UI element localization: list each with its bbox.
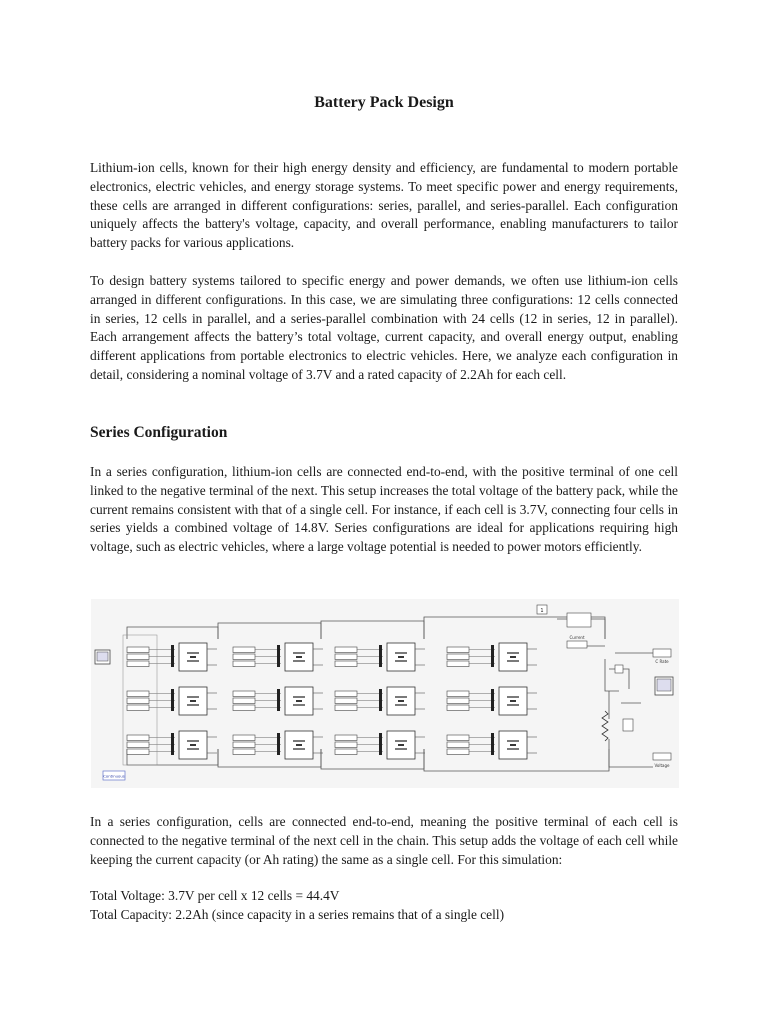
intro-paragraph-1: Lithium-ion cells, known for their high energy density and efficiency, are fundamental to modern portable electronics, electric vehicles, and energy storage systems. To meet specific power and energy requirements, these cells are arranged in different configurations: series, parallel, and series-parallel. Each configuration uniquely affects the battery's voltage, capacity, and overall performance, enabling manufacturers to tailor battery packs for various applications. bbox=[90, 160, 678, 251]
svg-text:1: 1 bbox=[540, 608, 544, 614]
page-title: Battery Pack Design bbox=[314, 94, 454, 111]
svg-text:Continuous: Continuous bbox=[103, 773, 125, 779]
series-paragraph-2: In a series configuration, cells are connected end-to-end, meaning the positive terminal of each cell is connected to the negative terminal of the next cell in the chain. This setup adds the voltage of each cell while keeping the current capacity (or Ah rating) the same as a single cell. For this simulation: bbox=[90, 814, 678, 867]
battery-cell-block bbox=[335, 731, 425, 759]
battery-cell-block bbox=[233, 731, 323, 759]
c-rate-display bbox=[653, 649, 671, 657]
current-sensor-block bbox=[567, 641, 587, 648]
series-paragraph-1: In a series configuration, lithium-ion cells are connected end-to-end, with the positive terminal of one cell linked to the negative terminal of the next. This setup increases the total voltage of the battery pack, while the current remains consistent with that of a single cell. For instance, if each cell is 3.7V, connecting four cells in series yields a combined voltage of 14.8V. Series configurations are ideal for applications requiring high voltage, such as electric vehicles, where a large voltage potential is needed to power motors efficiently. bbox=[90, 464, 678, 555]
section-heading-series: Series Configuration bbox=[90, 424, 228, 441]
battery-cell-block bbox=[127, 687, 217, 715]
battery-cell-block bbox=[335, 687, 425, 715]
svg-text:Voltage: Voltage bbox=[654, 763, 670, 768]
svg-text:C Rate: C Rate bbox=[655, 659, 669, 664]
battery-cell-block bbox=[233, 643, 323, 671]
battery-cell-block bbox=[335, 643, 425, 671]
voltage-display bbox=[653, 753, 671, 760]
battery-cell-block bbox=[447, 731, 537, 759]
battery-cell-block bbox=[127, 731, 217, 759]
svg-text:Current: Current bbox=[569, 635, 585, 640]
battery-cell-block bbox=[127, 643, 217, 671]
load-resistor bbox=[602, 711, 608, 741]
simulink-circuit-svg bbox=[91, 599, 679, 788]
battery-cell-block bbox=[447, 643, 537, 671]
battery-cell-block bbox=[233, 687, 323, 715]
simulink-diagram bbox=[91, 599, 679, 788]
controlled-source-block bbox=[567, 613, 591, 627]
battery-cell-block bbox=[447, 687, 537, 715]
intro-paragraph-2: To design battery systems tailored to specific energy and power demands, we often use lithium-ion cells arranged in different configurations. In this case, we are simulating three configurations: 12 cells connected in series, 12 cells in parallel, and a series-parallel combination with 24 cells (12 in series, 12 in parallel). Each arrangement affects the battery’s total voltage, current capacity, and overall energy output, enabling different applications from portable electronics to electric vehicles. Here, we analyze each configuration in detail, considering a nominal voltage of 3.7V and a rated capacity of 2.2Ah for each cell. bbox=[90, 273, 678, 382]
total-capacity-line: Total Capacity: 2.2Ah (since capacity in a series remains that of a single cell) bbox=[90, 907, 505, 922]
total-voltage-line: Total Voltage: 3.7V per cell x 12 cells = 44.4V bbox=[90, 888, 340, 903]
